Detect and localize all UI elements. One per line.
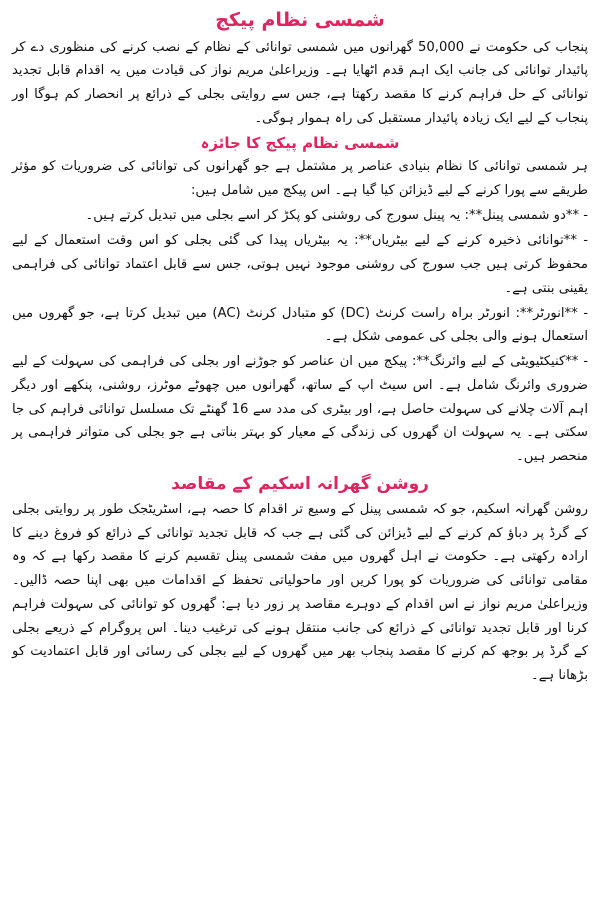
overview-heading: شمسی نظام پیکج کا جائزہ [200,133,400,152]
overview-intro-paragraph: ہر شمسی توانائی کا نظام بنیادی عناصر پر مشتمل ہے جو گھرانوں کی توانائی کی ضروریات کو مؤثر طریقے سے پورا کرنے کے لیے ڈیزائن کیا گیا ہے۔ اس پیکج میں شامل ہیں: [12,158,588,198]
intro-paragraph: پنجاب کی حکومت نے 50,000 گھرانوں میں شمسی توانائی کے نظام کے نصب کرنے کی منظوری دے کر پائیدار توانائی کی جانب ایک اہم قدم اٹھایا ہے۔ وزیراعلیٰ مریم نواز کی قیادت میں یہ اقدام قابل تجدید توانائی کے حل فراہم کرنے کا مقصد رکھتا ہے، جس سے روایتی بجلی کے ذرائع پر انحصار کم ہوگا اور پنجاب کے لیے ایک زیادہ پائیدار مستقبل کی راہ ہموار ہوگی۔ [12,39,588,126]
component-solar-panels: - **دو شمسی پینل**: یہ پینل سورج کی روشنی کو پکڑ کر اسے بجلی میں تبدیل کرتے ہیں۔ [85,208,588,224]
objectives-heading: روشن گھرانہ اسکیم کے مقاصد [171,473,429,494]
component-batteries: - **توانائی ذخیرہ کرنے کے لیے بیٹریاں**: یہ بیٹریاں پیدا کی گئی بجلی کو اس وقت استعمال کے لیے محفوظ کرتی ہیں جب سورج کی روشنی موجود نہیں ہوتی، جس سے قابل اعتماد توانائی کی فراہمی یقینی بنتی ہے۔ [12,233,588,296]
component-inverter: - **انورٹر**: انورٹر براہ راست کرنٹ (DC) کو متبادل کرنٹ (AC) میں تبدیل کرتا ہے، جو گھروں میں استعمال ہونے والی بجلی کی عمومی شکل ہے۔ [12,305,588,345]
component-wiring: - **کنیکٹیویٹی کے لیے وائرنگ**: پیکج میں ان عناصر کو جوڑنے اور بجلی کی فراہمی کی سہولت کے لیے ضروری وائرنگ شامل ہے۔ اس سیٹ اپ کے ساتھ، گھرانوں میں چھوٹے موٹرز، روشنی، پنکھے اور دیگر اہم آلات چلانے کی سہولت حاصل ہے، اور بیٹری کی مدد سے 16 گھنٹے تک مسلسل توانائی فراہم کی جا سکتی ہے۔ یہ سہولت ان گھروں کی زندگی کے معیار کو بہتر بناتی ہے جو بجلی کی متواتر فراہمی پر منحصر ہیں۔ [12,354,588,465]
main-heading: شمسی نظام پیکج [215,9,385,31]
objectives-paragraph: روشن گھرانہ اسکیم، جو کہ شمسی پینل کے وسیع تر اقدام کا حصہ ہے، اسٹریٹجک طور پر روایتی بجلی کے گرڈ پر دباؤ کم کرنے کے لیے ڈیزائن کی گئی ہے جب کہ قابل تجدید توانائی کے ذرائع کو فروغ دینے کا ارادہ رکھتی ہے۔ حکومت نے اہل گھروں میں مفت شمسی پینل تقسیم کرنے کا مقصد رکھا ہے کہ وہ مقامی توانائی کی ضروریات کو پورا کریں اور ماحولیاتی تحفظ کے اقدامات میں بھی اپنا حصہ ڈالیں۔ وزیراعلیٰ مریم نواز نے اس اقدام کے دوہرے مقاصد پر زور دیا ہے: گھروں کو توانائی کی سہولت فراہم کرنا اور قابل تجدید توانائی کے ذرائع کی جانب منتقل ہونے کی ترغیب دینا۔ اس پروگرام کے ذریعے بجلی کے گرڈ پر بوجھ کم کرنے کا مقصد پنجاب بھر میں گھروں کے لیے بجلی کی رسائی اور قابل اعتمادیت کو بڑھانا ہے۔ [12,501,588,684]
